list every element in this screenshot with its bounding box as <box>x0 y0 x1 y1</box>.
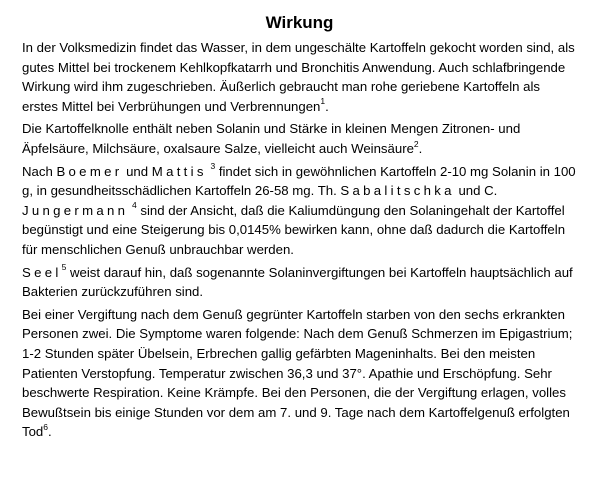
section-title: Wirkung <box>265 13 334 32</box>
paragraph-text: Die Kartoffelknolle enthält neben Solanin und Stärke in kleinen Mengen Zitronen- und Äpfelsäure, Milchsäure, oxalsaure Salze, vielleicht auch Weinsäure <box>22 121 521 156</box>
footnote-ref-2[interactable]: 2 <box>413 138 419 149</box>
text-segment: Nach <box>22 163 57 179</box>
footnote-ref-3[interactable]: 3 <box>210 161 216 172</box>
paragraph-text: weist darauf hin, daß sogenannte Solaninvergiftungen bei Kartoffeln hauptsächlich auf Bakterien zurückzuführen sind. <box>22 264 573 300</box>
footnote-ref-4[interactable]: 4 <box>131 200 137 211</box>
footnote-ref-6[interactable]: 6 <box>43 421 48 432</box>
author-name: Boemer <box>56 163 123 179</box>
paragraph-text: Bei einer Vergiftung nach dem Genuß gegrünter Kartoffeln starben von den sechs erkrankten Personen zwei. Die Symptome waren folgende: Nach dem Genuß Schmerzen im Epigastrium; 1-2 Stunden später Übelsein, Erbrechen gallig gefärbten Mageninhalts. Bei den meisten Patienten Verstopfung. Temperatur zwischen 36,3 und 37°. Apathie und Erschöpfung. Sehr beschwerte Respiration. Keine Krämpfe. Bei den Personen, die der Vergiftung erlagen, volles Bewußtsein bis einige Stunden vor dem am 7. und 9. Tage nach dem Kartoffelgenuß erfolgten Tod <box>22 306 573 440</box>
paragraph-solanin-content <box>22 162 577 260</box>
footnote-ref-1[interactable]: 1 <box>320 96 326 107</box>
paragraph-poisoning-case <box>22 305 577 442</box>
author-name: Seel <box>22 264 62 280</box>
text-segment: und <box>122 163 152 179</box>
paragraph-text: In der Volksmedizin findet das Wasser, in dem ungeschälte Kartoffeln gekocht worden sind, als gutes Mittel bei trockenem Kehlkopfkatarrh und Bronchitis Anwendung. Auch schlafbringende Wirkung wird ihm zugeschrieben. Äußerlich gebraucht man rohe geriebene Kartoffeln als erstes Mittel bei Verbrühungen und Verbrennungen <box>22 40 575 114</box>
footnote-ref-5[interactable]: 5 <box>61 262 67 273</box>
author-name: Sabalitschka <box>340 183 455 199</box>
paragraph-end: . <box>418 140 423 156</box>
paragraph-bacteria <box>22 263 577 302</box>
text-segment: sind der Ansicht, daß die Kaliumdüngung den Solaningehalt der Kartoffel begünstigt und eine Steigerung bis 0,0145% bewirken kann, ohne daß dadurch die Kartoffeln für menschlichen Genuß unbrauchbar werden. <box>22 202 566 257</box>
paragraph-end: . <box>48 424 52 440</box>
author-name: Mattis <box>151 163 207 179</box>
paragraph-composition <box>22 119 577 158</box>
paragraph-end: . <box>325 98 329 114</box>
text-segment: findet sich in gewöhnlichen Kartoffeln 2-10 mg Solanin in 100 g, in gesundheitsschädlichen Kartoffeln 26-58 mg. Th. <box>22 163 576 199</box>
text-segment: und C. <box>454 183 498 199</box>
paragraph-folk-medicine <box>22 38 577 116</box>
author-name: Jungermann <box>22 202 129 218</box>
